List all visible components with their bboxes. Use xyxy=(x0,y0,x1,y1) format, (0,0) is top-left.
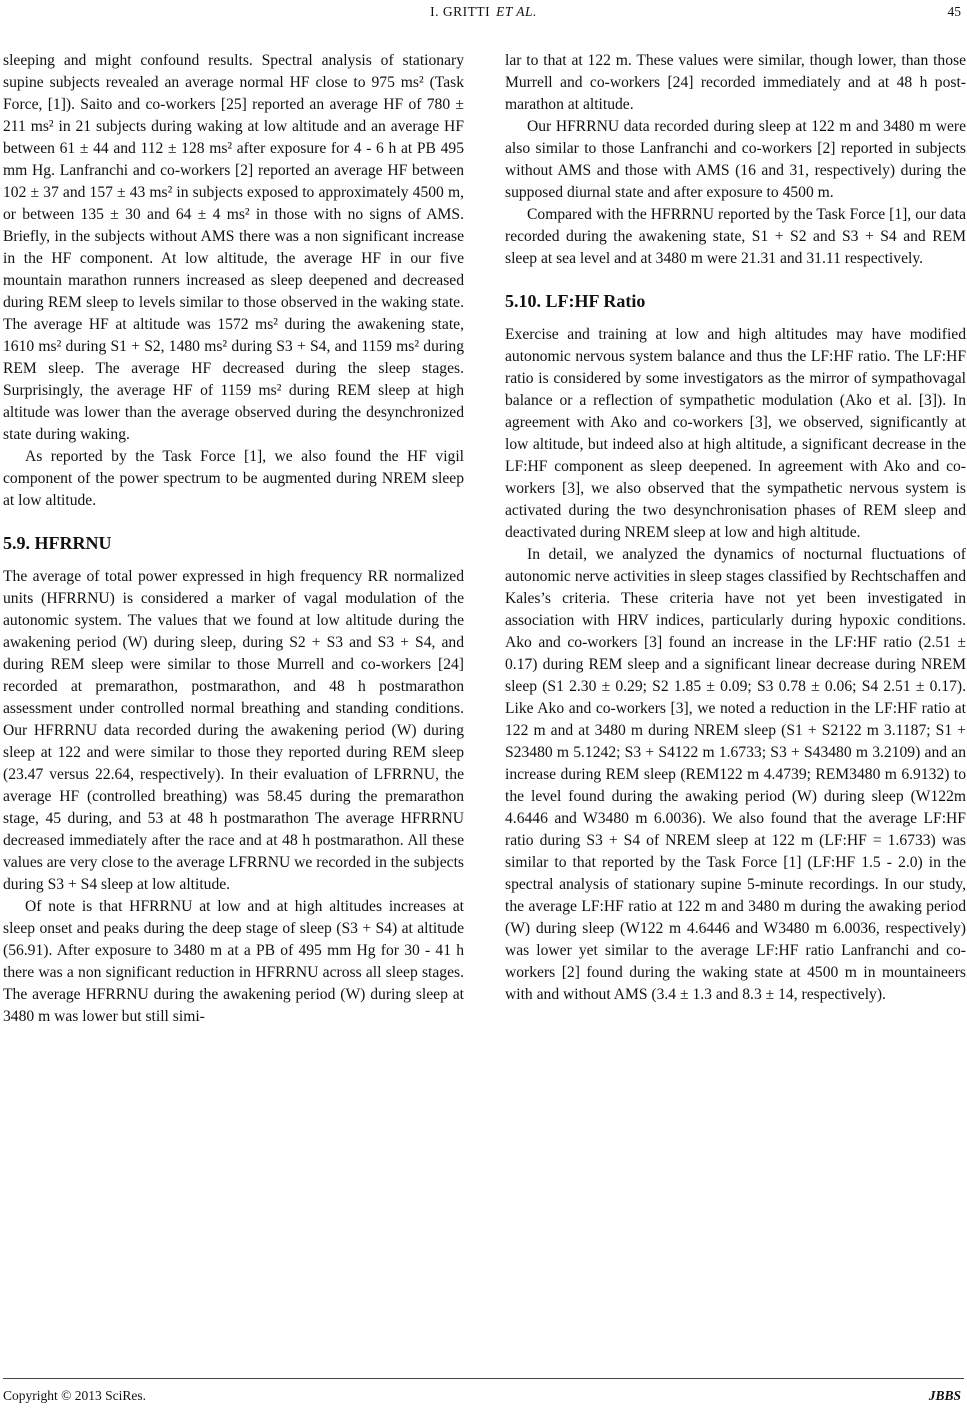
paragraph: Exercise and training at low and high altitudes may have modified autonomic nervous system balance and thus the LF:HF ratio. The LF:HF ratio is considered by some investigators as the mirror of sympathovagal balance or a reflection of sympathetic modulation (Ako et al. [3]). In agreement with Ako and co-workers [3], we observed, significantly at low altitude, but indeed also at high altitude, a significant decrease in the LF:HF component as sleep deepened. In agreement with Ako and co-workers [3], we also observed that the sympathetic nervous system is activated during the two desynchronisation phases of REM sleep and deactivated during NREM sleep at low and high altitude. xyxy=(505,326,966,541)
paragraph: As reported by the Task Force [1], we also found the HF vigil component of the power spectrum to be augmented during NREM sleep at low altitude. xyxy=(3,448,464,509)
paragraph: sleeping and might confound results. Spectral analysis of stationary supine subjects revealed an average normal HF close to 975 ms² (Task Force, [1]). Saito and co-workers [25] reported an average HF of 780 ± 211 ms² in 21 subjects during waking at low altitude and an average HF between 61 ± 44 and 112 ± 128 ms² after exposure for 4 - 6 h at PB 495 mm Hg. Lanfranchi and co-workers [2] reported an average HF between 102 ± 37 and 157 ± 43 ms² in subjects exposed to approximately 4500 m, or between 135 ± 30 and 64 ± 4 ms² in those with no signs of AMS. Briefly, in the subjects without AMS there was a non significant increase in the HF component. At low altitude, the average HF in our five mountain marathon runners increased as sleep deepened and decreased during REM sleep to levels similar to those observed in the waking state. The average HF at altitude was 1572 ms² during the awakening state, 1610 ms² during S1 + S2, 1480 ms² during S3 + S4, and 1159 ms² during REM sleep. The average HF decreased during the sleep stages. Surprisingly, the average HF of 1159 ms² during REM sleep at high altitude was lower than the average observed during the desynchronized state during waking. xyxy=(3,52,464,443)
journal-name: JBBS xyxy=(928,1388,961,1403)
right-column xyxy=(505,50,966,1006)
section-heading-5-9: 5.9. HFRRNU xyxy=(3,533,112,553)
section-heading-5-10: 5.10. LF:HF Ratio xyxy=(505,291,646,311)
paragraph: The average of total power expressed in high frequency RR normalized units (HFRRNU) is considered a marker of vagal modulation of the autonomic system. The values that we found at low altitude during the awakening period (W) during sleep, during S2 + S3 and S3 + S4, and during REM sleep were similar to those Murrell and co-workers [24] recorded at premarathon, postmarathon, and 48 h postmarathon assessment under controlled normal breathing and standing conditions. Our HFRRNU data recorded during the awakening period (W) during sleep at 122 and were similar to those they reported during REM sleep (23.47 versus 22.64, respectively). In their evaluation of LFRRNU, the average HF (controlled breathing) was 58.45 during the premarathon stage, 45 during, and 53 at 48 h postmarathon The average HFRRNU decreased immediately after the race and at 48 h postmarathon. All these values are very close to the average LFRRNU we recorded in the subjects during S3 + S4 sleep at low altitude. xyxy=(3,568,464,893)
header-authors: I. GRITTI ET AL. xyxy=(430,4,537,19)
paragraph: In detail, we analyzed the dynamics of nocturnal fluctuations of autonomic nerve activities in sleep stages classified by Rechtschaffen and Kales’s criteria. These criteria have not yet been investigated in association with HRV indices, particularly during hypoxic conditions. Ako and co-workers [3] found an increase in the LF:HF ratio (2.51 ± 0.17) during REM sleep and a significant linear decrease during NREM sleep (S1 2.30 ± 0.29; S2 1.85 ± 0.09; S3 0.78 ± 0.06; S4 2.51 ± 0.17). Like Ako and co-workers [3], we noted a reduction in the LF:HF ratio at 122 m and at 3480 m during NREM sleep (S1 + S2122 m 3.1187; S1 + S23480 m 5.1242; S3 + S4122 m 1.6733; S3 + S43480 m 3.2109) and an increase during REM sleep (REM122 m 4.4739; REM3480 m 6.9132) to the level found during the awaking period (W) during sleep (W122m 4.6446 and W3480 m 6.0036). We also found that the average LF:HF ratio during S3 + S4 of NREM sleep at 122 m (LF:HF = 1.6733) was similar to that reported by the Task Force [1] (LF:HF 1.5 - 2.0) in the spectral analysis of stationary supine 5-minute recordings. In our study, the average LF:HF ratio at 122 m and 3480 m during the awaking period (W) during sleep (W122 m 4.6446 and W3480 m 6.0036, respectively) was lower yet similar to the average LF:HF ratio Lanfranchi and co-workers [2] found during the waking state at 4500 m in mountaineers with and without AMS (3.4 ± 1.3 and 8.3 ± 14, respectively). xyxy=(505,546,966,1003)
left-column xyxy=(3,50,464,1028)
page-footer xyxy=(0,1378,967,1408)
page-number: 45 xyxy=(947,4,961,19)
paragraph: Compared with the HFRRNU reported by the Task Force [1], our data recorded during the awakening state, S1 + S2 and S3 + S4 and REM sleep at sea level and at 3480 m were 21.31 and 31.11 respectively. xyxy=(505,206,966,267)
copyright-notice: Copyright © 2013 SciRes. xyxy=(3,1388,147,1403)
paragraph: lar to that at 122 m. These values were similar, though lower, than those Murrell and co-workers [24] recorded immediately and at 48 h post-marathon at altitude. xyxy=(505,52,966,113)
paragraph: Of note is that HFRRNU at low and at high altitudes increases at sleep onset and peaks during the deep stage of sleep (S3 + S4) at altitude (56.91). After exposure to 3480 m at a PB of 495 mm Hg for 30 - 41 h there was a non significant reduction in HFRRNU across all sleep stages. The average HFRRNU during the awakening period (W) during sleep at 3480 m was lower but still simi- xyxy=(3,898,464,1025)
footer-rule xyxy=(3,1378,964,1379)
paragraph: Our HFRRNU data recorded during sleep at 122 m and 3480 m were also similar to those Lanfranchi and co-workers [2] reported in subjects without AMS and those with AMS (16 and 31, respectively) during the supposed diurnal state and after exposure to 4500 m. xyxy=(505,118,966,201)
running-header xyxy=(0,0,967,24)
